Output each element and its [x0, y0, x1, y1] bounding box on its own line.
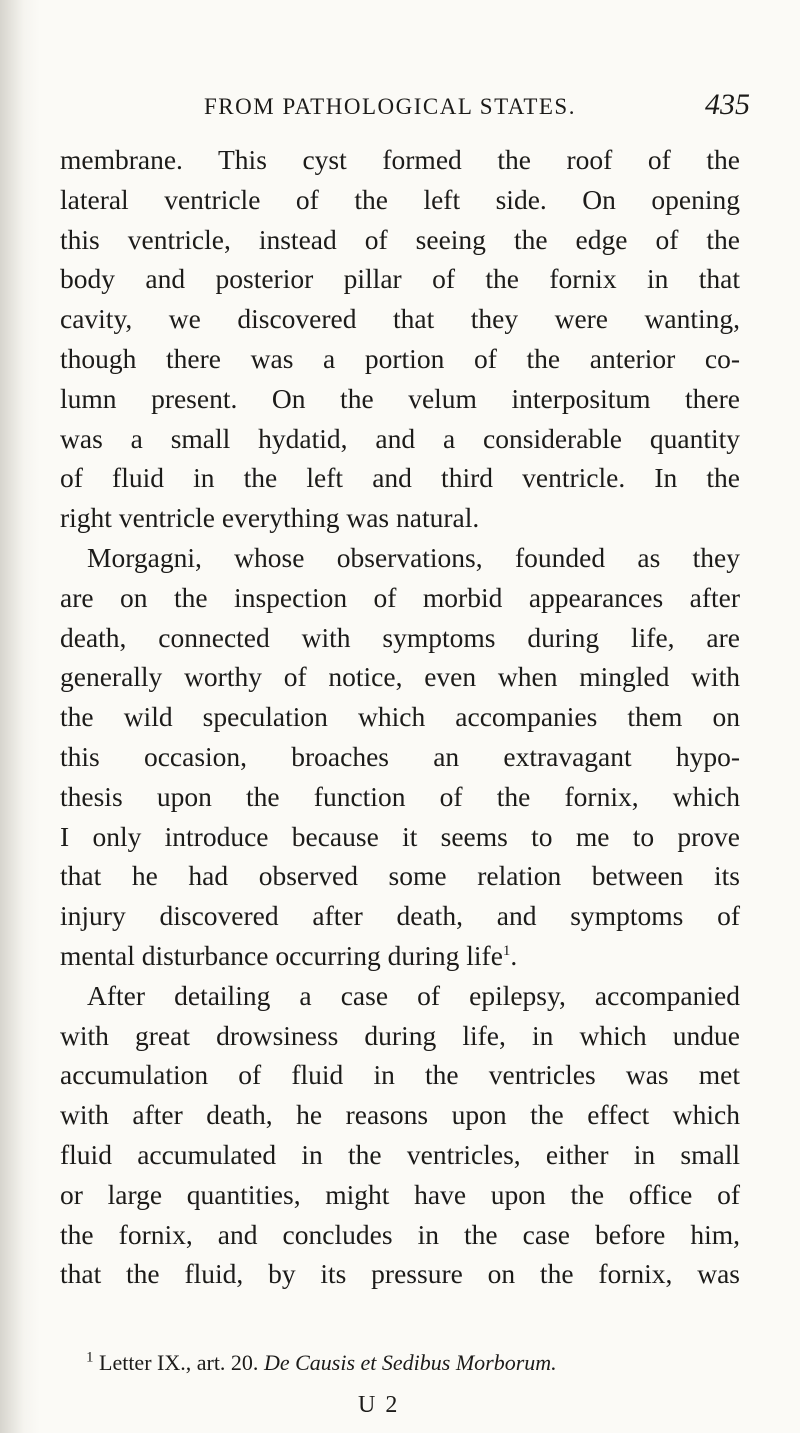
text-line: Morgagni, whose observations, founded as they [87, 541, 740, 573]
footnote-title: De Causis et Sedibus Morborum. [263, 1350, 557, 1375]
text-line: thesis upon the function of the fornix, which [60, 780, 740, 812]
footnote-reference: 1 [502, 942, 511, 959]
text-line: that he had observed some relation between its [60, 860, 740, 892]
page-number: 435 [705, 88, 750, 121]
footnote-marker: 1 [86, 1349, 94, 1366]
text-line: fluid accumulated in the ventricles, either in small [60, 1138, 740, 1170]
page-gutter-shadow [0, 0, 40, 1433]
footnote [86, 1350, 557, 1376]
text-line: this occasion, broaches an extravagant hypo- [60, 740, 740, 772]
line-end-punctuation: . [510, 939, 518, 971]
text-line: of fluid in the left and third ventricle. In the [60, 462, 740, 494]
text-line: generally worthy of notice, even when mingled with [60, 661, 740, 693]
text-line: After detailing a case of epilepsy, accompanied [87, 979, 740, 1011]
text-line: the wild speculation which accompanies them on [60, 701, 740, 733]
text-line: or large quantities, might have upon the office of [60, 1178, 740, 1210]
text-line: are on the inspection of morbid appearances after [60, 581, 740, 613]
text-line: lateral ventricle of the left side. On opening [60, 183, 740, 215]
text-line: cavity, we discovered that they were wanting, [60, 303, 740, 335]
page-header [60, 88, 750, 128]
body-text [60, 140, 740, 1294]
text-line: injury discovered after death, and symptoms of [60, 900, 740, 932]
signature-mark: U 2 [358, 1392, 400, 1418]
footnote-citation: Letter IX., art. 20. [99, 1350, 259, 1375]
text-line: lumn present. On the velum interpositum there [60, 382, 740, 414]
text-line: body and posterior pillar of the fornix in that [60, 263, 740, 295]
text-line: was a small hydatid, and a considerable quantity [60, 422, 740, 454]
text-line-content: mental disturbance occurring during life [60, 939, 503, 971]
text-line: this ventricle, instead of seeing the edge of the [60, 223, 740, 255]
text-line: right ventricle everything was natural. [60, 502, 480, 534]
text-line: with after death, he reasons upon the effect which [60, 1099, 740, 1131]
text-line: the fornix, and concludes in the case before him, [60, 1218, 740, 1250]
text-line: death, connected with symptoms during life, are [60, 621, 740, 653]
text-line: I only introduce because it seems to me to prove [60, 820, 740, 852]
text-line-with-footnote-ref [60, 936, 740, 976]
text-line: with great drowsiness during life, in which undue [60, 1019, 740, 1051]
text-line: membrane. This cyst formed the roof of the [60, 144, 740, 175]
running-head: FROM PATHOLOGICAL STATES. [204, 94, 576, 119]
text-line: though there was a portion of the anterior co- [60, 342, 740, 374]
text-line: accumulation of fluid in the ventricles was met [60, 1059, 740, 1091]
text-line: that the fluid, by its pressure on the fornix, was [60, 1258, 740, 1290]
